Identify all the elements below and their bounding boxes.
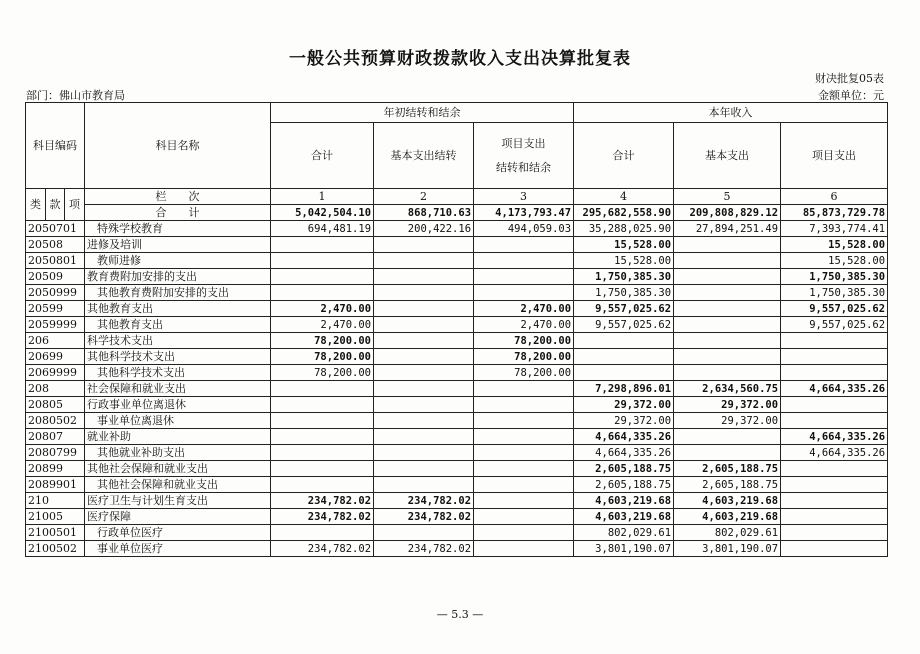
row-value xyxy=(781,477,888,493)
header-total-2: 合计 xyxy=(574,123,674,189)
budget-table xyxy=(25,102,888,557)
row-value: 78,200.00 xyxy=(271,365,374,381)
row-code: 21005 xyxy=(26,509,85,525)
row-value xyxy=(271,237,374,253)
col-num-4: 4 xyxy=(574,189,674,205)
row-value: 27,894,251.49 xyxy=(674,221,781,237)
header-group-income: 本年收入 xyxy=(574,103,888,123)
row-value: 3,801,190.07 xyxy=(574,541,674,557)
row-value xyxy=(781,365,888,381)
row-value xyxy=(271,253,374,269)
header-group-carryover: 年初结转和结余 xyxy=(271,103,574,123)
table-row xyxy=(26,237,888,253)
row-value: 234,782.02 xyxy=(271,541,374,557)
col-num-3: 3 xyxy=(474,189,574,205)
row-code: 210 xyxy=(26,493,85,509)
table-row xyxy=(26,413,888,429)
row-value xyxy=(271,525,374,541)
row-value xyxy=(374,445,474,461)
row-value xyxy=(374,381,474,397)
row-value: 4,664,335.26 xyxy=(781,445,888,461)
row-name: 其他科学技术支出 xyxy=(85,365,271,381)
row-value xyxy=(474,237,574,253)
row-value: 200,422.16 xyxy=(374,221,474,237)
row-value xyxy=(674,365,781,381)
row-value: 2,470.00 xyxy=(474,301,574,317)
row-code: 2050801 xyxy=(26,253,85,269)
row-value xyxy=(374,253,474,269)
row-value xyxy=(674,317,781,333)
header-project-carry-line2: 结转和结余 xyxy=(496,160,552,174)
row-name: 科学技术支出 xyxy=(85,333,271,349)
row-value xyxy=(374,365,474,381)
row-name: 进修及培训 xyxy=(85,237,271,253)
row-value xyxy=(474,461,574,477)
table-row xyxy=(26,349,888,365)
row-value xyxy=(474,285,574,301)
unit-label: 金额单位：元 xyxy=(818,89,884,102)
row-value: 2,470.00 xyxy=(271,317,374,333)
row-value: 7,393,774.41 xyxy=(781,221,888,237)
row-value: 4,603,219.68 xyxy=(674,509,781,525)
row-value xyxy=(674,445,781,461)
row-code: 20508 xyxy=(26,237,85,253)
row-value xyxy=(474,429,574,445)
table-row xyxy=(26,429,888,445)
row-value xyxy=(781,349,888,365)
table-row xyxy=(26,381,888,397)
table-row xyxy=(26,365,888,381)
row-value xyxy=(271,477,374,493)
row-value xyxy=(474,253,574,269)
row-name: 教师进修 xyxy=(85,253,271,269)
row-value xyxy=(474,381,574,397)
row-code: 208 xyxy=(26,381,85,397)
row-value: 4,664,335.26 xyxy=(781,429,888,445)
row-value xyxy=(271,461,374,477)
table-row xyxy=(26,397,888,413)
table-row xyxy=(26,221,888,237)
row-value: 15,528.00 xyxy=(781,253,888,269)
row-name: 其他教育支出 xyxy=(85,301,271,317)
row-code: 206 xyxy=(26,333,85,349)
row-value: 9,557,025.62 xyxy=(781,317,888,333)
row-value xyxy=(781,461,888,477)
row-name: 事业单位离退休 xyxy=(85,413,271,429)
row-value: 1,750,385.30 xyxy=(574,269,674,285)
row-value: 694,481.19 xyxy=(271,221,374,237)
row-value xyxy=(374,333,474,349)
row-value xyxy=(474,413,574,429)
table-row xyxy=(26,493,888,509)
row-value: 15,528.00 xyxy=(574,237,674,253)
row-value: 494,059.03 xyxy=(474,221,574,237)
row-name: 社会保障和就业支出 xyxy=(85,381,271,397)
row-value xyxy=(781,509,888,525)
row-value xyxy=(374,317,474,333)
row-value: 802,029.61 xyxy=(674,525,781,541)
row-value: 802,029.61 xyxy=(574,525,674,541)
row-value xyxy=(674,269,781,285)
row-value: 3,801,190.07 xyxy=(674,541,781,557)
row-value xyxy=(474,509,574,525)
row-code: 20699 xyxy=(26,349,85,365)
row-value xyxy=(271,285,374,301)
row-value: 4,603,219.68 xyxy=(674,493,781,509)
row-name: 医疗卫生与计划生育支出 xyxy=(85,493,271,509)
row-code: 2089901 xyxy=(26,477,85,493)
row-value xyxy=(374,525,474,541)
row-value xyxy=(474,493,574,509)
row-code: 2100501 xyxy=(26,525,85,541)
row-code: 2050701 xyxy=(26,221,85,237)
form-number: 财决批复05表 xyxy=(815,72,884,85)
total-cell: 85,873,729.78 xyxy=(781,205,888,221)
col-num-1: 1 xyxy=(271,189,374,205)
header-project-carry-line1: 项目支出 xyxy=(501,136,546,150)
row-value xyxy=(474,525,574,541)
row-value xyxy=(271,269,374,285)
row-value: 35,288,025.90 xyxy=(574,221,674,237)
row-value xyxy=(374,413,474,429)
row-value: 1,750,385.30 xyxy=(781,285,888,301)
row-value xyxy=(574,365,674,381)
row-value xyxy=(781,541,888,557)
table-row xyxy=(26,301,888,317)
row-name: 特殊学校教育 xyxy=(85,221,271,237)
row-value: 7,298,896.01 xyxy=(574,381,674,397)
header-xiang: 项 xyxy=(65,189,85,221)
row-value: 234,782.02 xyxy=(374,541,474,557)
row-code: 20509 xyxy=(26,269,85,285)
row-value xyxy=(271,397,374,413)
row-value xyxy=(374,349,474,365)
row-value: 9,557,025.62 xyxy=(574,301,674,317)
row-value xyxy=(374,285,474,301)
header-name: 科目名称 xyxy=(85,103,271,189)
row-value: 9,557,025.62 xyxy=(574,317,674,333)
row-value xyxy=(674,237,781,253)
row-value: 29,372.00 xyxy=(574,413,674,429)
row-value xyxy=(374,301,474,317)
row-code: 2069999 xyxy=(26,365,85,381)
row-code: 2080502 xyxy=(26,413,85,429)
row-value: 234,782.02 xyxy=(271,509,374,525)
row-value: 2,470.00 xyxy=(474,317,574,333)
row-value: 234,782.02 xyxy=(374,509,474,525)
table-row xyxy=(26,541,888,557)
header-code: 科目编码 xyxy=(26,103,85,189)
header-kuan: 款 xyxy=(46,189,65,221)
row-value xyxy=(474,397,574,413)
row-value xyxy=(374,397,474,413)
row-value: 78,200.00 xyxy=(474,365,574,381)
row-name: 其他教育支出 xyxy=(85,317,271,333)
row-name: 教育费附加安排的支出 xyxy=(85,269,271,285)
row-value: 2,605,188.75 xyxy=(574,477,674,493)
row-value: 4,664,335.26 xyxy=(574,445,674,461)
row-value xyxy=(674,301,781,317)
row-value: 1,750,385.30 xyxy=(781,269,888,285)
col-num-2: 2 xyxy=(374,189,474,205)
row-value xyxy=(674,333,781,349)
row-value: 4,603,219.68 xyxy=(574,493,674,509)
header-project: 项目支出 xyxy=(781,123,888,189)
row-name: 医疗保障 xyxy=(85,509,271,525)
row-code: 2080799 xyxy=(26,445,85,461)
row-code: 20805 xyxy=(26,397,85,413)
row-value: 2,605,188.75 xyxy=(674,477,781,493)
row-value xyxy=(271,413,374,429)
row-name: 其他就业补助支出 xyxy=(85,445,271,461)
col-num-5: 5 xyxy=(674,189,781,205)
total-cell: 209,808,829.12 xyxy=(674,205,781,221)
table-row xyxy=(26,461,888,477)
header-lei: 类 xyxy=(26,189,46,221)
row-value xyxy=(474,269,574,285)
row-value xyxy=(474,445,574,461)
page-number: — 5.3 — xyxy=(436,608,484,621)
row-name: 就业补助 xyxy=(85,429,271,445)
table-row xyxy=(26,445,888,461)
row-value: 29,372.00 xyxy=(674,413,781,429)
row-value xyxy=(271,429,374,445)
row-value: 15,528.00 xyxy=(574,253,674,269)
row-value xyxy=(574,349,674,365)
header-lanci: 栏 次 xyxy=(85,189,271,205)
row-value: 2,605,188.75 xyxy=(574,461,674,477)
row-value xyxy=(781,413,888,429)
header-total-1: 合计 xyxy=(271,123,374,189)
row-code: 2059999 xyxy=(26,317,85,333)
total-cell: 4,173,793.47 xyxy=(474,205,574,221)
row-value xyxy=(271,445,374,461)
table-row xyxy=(26,525,888,541)
row-code: 20899 xyxy=(26,461,85,477)
row-value xyxy=(781,525,888,541)
total-cell: 5,042,504.10 xyxy=(271,205,374,221)
row-name: 行政事业单位离退休 xyxy=(85,397,271,413)
row-value xyxy=(574,333,674,349)
row-value xyxy=(781,333,888,349)
row-value: 4,664,335.26 xyxy=(781,381,888,397)
row-value: 234,782.02 xyxy=(271,493,374,509)
row-value xyxy=(674,285,781,301)
row-value xyxy=(674,429,781,445)
row-value xyxy=(374,429,474,445)
row-value xyxy=(271,381,374,397)
row-name: 行政单位医疗 xyxy=(85,525,271,541)
header-heji: 合 计 xyxy=(85,205,271,221)
row-value xyxy=(374,461,474,477)
row-value: 78,200.00 xyxy=(271,349,374,365)
table-row xyxy=(26,509,888,525)
row-name: 其他科学技术支出 xyxy=(85,349,271,365)
table-row xyxy=(26,333,888,349)
row-value: 234,782.02 xyxy=(374,493,474,509)
row-value xyxy=(474,541,574,557)
row-value xyxy=(374,237,474,253)
total-cell: 295,682,558.90 xyxy=(574,205,674,221)
table-row xyxy=(26,317,888,333)
col-num-6: 6 xyxy=(781,189,888,205)
row-value xyxy=(781,493,888,509)
row-value: 15,528.00 xyxy=(781,237,888,253)
header-project-carry xyxy=(474,123,574,189)
row-value: 4,603,219.68 xyxy=(574,509,674,525)
row-value: 29,372.00 xyxy=(574,397,674,413)
row-name: 其他教育费附加安排的支出 xyxy=(85,285,271,301)
header-basic-carry: 基本支出结转 xyxy=(374,123,474,189)
header-basic: 基本支出 xyxy=(674,123,781,189)
row-value xyxy=(374,477,474,493)
row-code: 2100502 xyxy=(26,541,85,557)
row-value: 2,470.00 xyxy=(271,301,374,317)
row-value: 2,634,560.75 xyxy=(674,381,781,397)
row-code: 20807 xyxy=(26,429,85,445)
row-value: 78,200.00 xyxy=(474,333,574,349)
department-label: 部门：佛山市教育局 xyxy=(26,89,125,102)
row-name: 事业单位医疗 xyxy=(85,541,271,557)
row-name: 其他社会保障和就业支出 xyxy=(85,461,271,477)
total-cell: 868,710.63 xyxy=(374,205,474,221)
row-value xyxy=(781,397,888,413)
row-code: 2050999 xyxy=(26,285,85,301)
row-value: 29,372.00 xyxy=(674,397,781,413)
row-value xyxy=(474,477,574,493)
page-title: 一般公共预算财政拨款收入支出决算批复表 xyxy=(289,49,631,69)
row-value: 4,664,335.26 xyxy=(574,429,674,445)
table-row xyxy=(26,285,888,301)
row-value xyxy=(374,269,474,285)
table-row xyxy=(26,253,888,269)
row-value: 2,605,188.75 xyxy=(674,461,781,477)
row-value xyxy=(674,253,781,269)
table-row xyxy=(26,269,888,285)
row-value: 9,557,025.62 xyxy=(781,301,888,317)
row-value xyxy=(674,349,781,365)
row-code: 20599 xyxy=(26,301,85,317)
row-value: 78,200.00 xyxy=(474,349,574,365)
row-value: 1,750,385.30 xyxy=(574,285,674,301)
row-value: 78,200.00 xyxy=(271,333,374,349)
table-row xyxy=(26,477,888,493)
row-name: 其他社会保障和就业支出 xyxy=(85,477,271,493)
